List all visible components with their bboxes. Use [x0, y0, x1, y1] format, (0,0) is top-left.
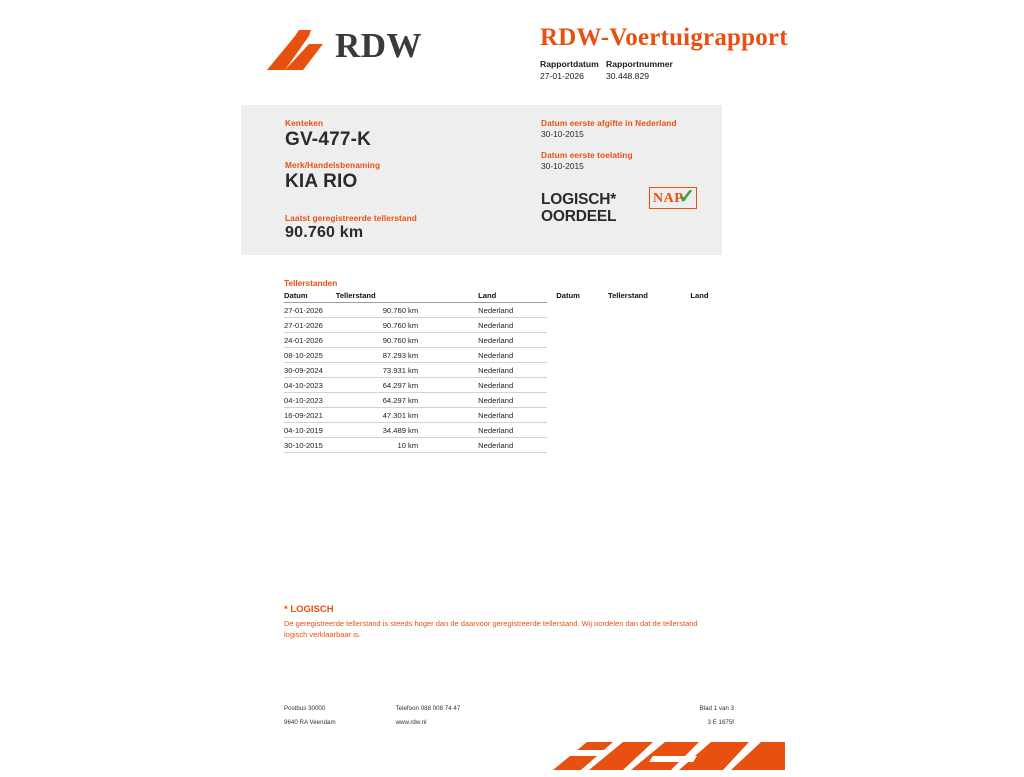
table-row: [284, 438, 734, 453]
footer-page-2: 3 E 1675f: [707, 718, 734, 726]
cell-gap: [547, 303, 557, 318]
cell-gap: [547, 408, 557, 423]
cell-gap: [547, 423, 557, 438]
cell-land-2: [690, 318, 734, 333]
table-row: [284, 363, 734, 378]
table-row: [284, 333, 734, 348]
cell-gap: [547, 333, 557, 348]
cell-land: Nederland: [478, 408, 546, 423]
rdw-logo: [265, 18, 525, 78]
oordeel-status: [541, 191, 616, 225]
cell-gap: [547, 378, 557, 393]
cell-land: Nederland: [478, 318, 546, 333]
table-header-row: [284, 291, 734, 303]
cell-tellerstand: 90.760 km: [336, 318, 478, 333]
cell-land: Nederland: [478, 423, 546, 438]
kenteken-value: GV-477-K: [285, 129, 372, 150]
cell-datum: 04-10-2023: [284, 378, 336, 393]
footer-address-2: 9640 RA Veendam: [284, 718, 336, 726]
cell-tellerstand: 47.301 km: [336, 408, 478, 423]
footnote: [284, 604, 704, 640]
footnote-body: De geregistreerde tellerstand is steeds hoger dan de daarvoor geregistreerde tellerstand. Wij oordelen dan dat de tellerstand logisch verklaarbaar is.: [284, 619, 698, 639]
col-header-datum: Datum: [284, 291, 336, 303]
cell-datum-2: [556, 378, 608, 393]
cell-datum: 27-01-2026: [284, 303, 336, 318]
merk-label: Merk/Handelsbenaming: [285, 160, 381, 170]
afgifte-label: Datum eerste afgifte in Nederland: [541, 118, 677, 128]
cell-land: Nederland: [478, 303, 546, 318]
cell-gap: [547, 393, 557, 408]
cell-datum: 04-10-2019: [284, 423, 336, 438]
cell-datum-2: [556, 333, 608, 348]
cell-land-2: [690, 408, 734, 423]
cell-land: Nederland: [478, 333, 546, 348]
report-meta: [540, 58, 970, 82]
col-header-datum-2: Datum: [556, 291, 580, 301]
nap-label: NAP: [653, 191, 684, 206]
oordeel-line-2: OORDEEL: [541, 208, 617, 225]
kenteken-group: [285, 118, 525, 193]
cell-datum: 27-01-2026: [284, 318, 336, 333]
footer-page-1: Blad 1 van 3: [699, 705, 734, 712]
cell-tellerstand-2: [608, 423, 690, 438]
logo-wordmark: RDW: [335, 26, 423, 65]
footer-website[interactable]: www.rdw.nl: [395, 718, 427, 726]
table-row: [284, 303, 734, 318]
cell-tellerstand: 64.297 km: [336, 378, 478, 393]
cell-land-2: [690, 393, 734, 408]
cell-datum-2: [556, 318, 608, 333]
col-header-tellerstand-2: Tellerstand: [608, 291, 648, 301]
tellerstanden-section: [284, 278, 734, 453]
cell-tellerstand-2: [608, 303, 690, 318]
vehicle-summary-block: [241, 105, 722, 255]
cell-datum-2: [556, 438, 608, 453]
cell-datum: 30-10-2015: [284, 438, 336, 453]
cell-gap: [547, 348, 557, 363]
cell-land-2: [690, 438, 734, 453]
cell-land: Nederland: [478, 438, 546, 453]
tellerstanden-title: Tellerstanden: [284, 278, 338, 288]
merk-value: KIA RIO: [285, 171, 358, 192]
col-header-tellerstand: Tellerstand: [336, 291, 478, 303]
cell-land-2: [690, 363, 734, 378]
laatst-tellerstand-label: Laatst geregistreerde tellerstand: [285, 213, 417, 223]
table-row: [284, 423, 734, 438]
cell-land: Nederland: [478, 393, 546, 408]
cell-tellerstand-2: [608, 393, 690, 408]
col-header-land-2: Land: [690, 291, 709, 301]
cell-tellerstand: 90.760 km: [336, 303, 478, 318]
cell-tellerstand: 90.760 km: [336, 333, 478, 348]
toelating-label: Datum eerste toelating: [541, 150, 633, 160]
footer-contact-1: Telefoon 088 008 74 47: [395, 705, 461, 712]
cell-land-2: [690, 333, 734, 348]
cell-tellerstand-2: [608, 318, 690, 333]
report-date-label: Rapportdatum: [540, 59, 599, 69]
report-number-value: 30.448.829: [606, 71, 650, 81]
cell-land-2: [690, 348, 734, 363]
cell-tellerstand: 64.297 km: [336, 393, 478, 408]
cell-datum: 04-10-2023: [284, 393, 336, 408]
cell-tellerstand: 10 km: [336, 438, 478, 453]
footer-address-1: Postbus 30000: [284, 705, 326, 712]
cell-land: Nederland: [478, 348, 546, 363]
cell-land-2: [690, 423, 734, 438]
table-row: [284, 348, 734, 363]
report-date-value: 27-01-2026: [540, 71, 584, 81]
cell-datum-2: [556, 393, 608, 408]
table-row: [284, 393, 734, 408]
cell-land: Nederland: [478, 363, 546, 378]
cell-tellerstand-2: [608, 348, 690, 363]
cell-tellerstand-2: [608, 438, 690, 453]
page-title: RDW-Voertuigrapport: [540, 24, 788, 51]
footnote-title: * LOGISCH: [284, 604, 334, 615]
cell-datum: 16-09-2021: [284, 408, 336, 423]
cell-tellerstand: 87.293 km: [336, 348, 478, 363]
cell-datum: 24-01-2026: [284, 333, 336, 348]
toelating-value: 30-10-2015: [541, 161, 584, 171]
cell-land-2: [690, 303, 734, 318]
cell-gap: [547, 318, 557, 333]
cell-datum-2: [556, 303, 608, 318]
cell-gap: [547, 438, 557, 453]
nap-badge: [649, 187, 697, 209]
page-footer: [284, 702, 734, 729]
table-row: [284, 318, 734, 333]
check-icon: ✓: [678, 186, 695, 208]
cell-land: Nederland: [478, 378, 546, 393]
report-number-label: Rapportnummer: [606, 59, 673, 69]
table-row: [284, 408, 734, 423]
cell-tellerstand-2: [608, 378, 690, 393]
cell-tellerstand-2: [608, 363, 690, 378]
col-header-gap: [547, 291, 557, 303]
dates-group: [541, 118, 721, 182]
cell-datum-2: [556, 363, 608, 378]
cell-datum: 30-09-2024: [284, 363, 336, 378]
laatst-tellerstand-value: 90.760 km: [285, 224, 364, 241]
cell-tellerstand-2: [608, 408, 690, 423]
cell-gap: [547, 363, 557, 378]
laatst-tellerstand-group: [285, 213, 525, 242]
kenteken-label: Kenteken: [285, 118, 324, 128]
tellerstanden-table: [284, 291, 734, 453]
cell-datum: 08-10-2025: [284, 348, 336, 363]
rdw-arrow-logo-icon: [265, 30, 329, 74]
cell-land-2: [690, 378, 734, 393]
cell-tellerstand-2: [608, 333, 690, 348]
afgifte-value: 30-10-2015: [541, 129, 584, 139]
cell-datum-2: [556, 423, 608, 438]
cell-datum-2: [556, 348, 608, 363]
oordeel-line-1: LOGISCH*: [541, 191, 617, 208]
cell-tellerstand: 73.931 km: [336, 363, 478, 378]
col-header-land: Land: [478, 291, 546, 303]
cell-datum-2: [556, 408, 608, 423]
table-row: [284, 378, 734, 393]
cell-tellerstand: 34.489 km: [336, 423, 478, 438]
